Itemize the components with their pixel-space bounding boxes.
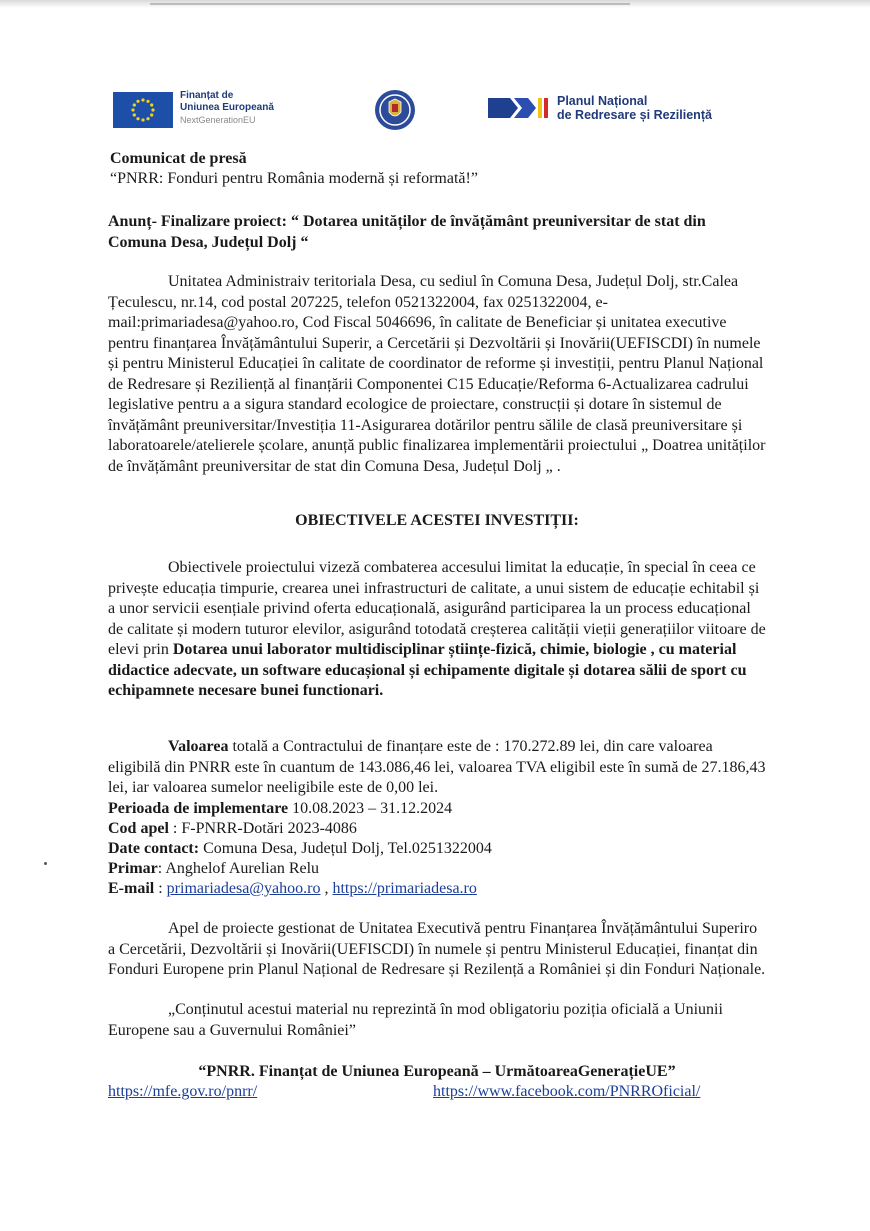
eu-line-3: NextGenerationEU: [180, 115, 256, 125]
footer-link-mfe[interactable]: https://mfe.gov.ro/pnrr/: [108, 1083, 258, 1100]
email-label: E-mail: [108, 880, 155, 897]
period-line: [108, 799, 766, 820]
eu-flag-icon: [113, 92, 173, 128]
logo-bar: [0, 88, 870, 128]
contact-line: [108, 839, 766, 860]
mayor-label: Primar: [108, 860, 158, 877]
financial-paragraph: [108, 737, 766, 799]
call-code-line: [108, 819, 766, 840]
pnrr-line-2: de Redresare și Reziliență: [557, 108, 712, 122]
call-code-value: : F-PNRR-Dotări 2023-4086: [168, 820, 357, 837]
period-label: Perioada de implementare: [108, 800, 289, 817]
email-link[interactable]: primariadesa@yahoo.ro: [166, 880, 321, 897]
footer-slogan: “PNRR. Finanțat de Uniunea Europeană – UrmătoareaGenerațieUE”: [198, 1063, 676, 1080]
pnrr-title: [557, 94, 712, 122]
footer-link-facebook[interactable]: https://www.facebook.com/PNRROficial/: [433, 1083, 701, 1100]
email-comma: ,: [320, 880, 333, 897]
financial-text: totală a Contractului de finanțare este de : 170.272.89 lei, din care valoarea eligibilă din PNRR este în cuantum de 143.086,46 lei, valoarea TVA eligibil este în sumă de 27.186,43 lei, iar valoarea sumelor neeligibile este de 0,00 lei.: [108, 738, 766, 796]
objectives-bold-text: Dotarea unui laborator multidisciplinar științe-fizică, chimie, biologie , cu material didactice adecvate, un software educașional și echipamente digitale și dotarea sălii de sport cu echipamnete necesare bunei functionari.: [108, 641, 747, 699]
eu-line-2: Uniunea Europeană: [180, 102, 274, 113]
objectives-text: Obiectivele proiectului vizeză combaterea accesului limitat la educație, în special în ceea ce privește educația timpurie, crearea unei infrastructuri de calitate, a unui sistem de educație echitabil și a unor servicii esențiale privind oferta educațională, asigurând participarea la un process educațional de calitate și modern tuturor elevilor, asigurând totodată creșterea calității vieții generațiilor viitoare de elevi prin: [108, 559, 766, 658]
objectives-heading: OBIECTIVELE ACESTEI INVESTIȚII:: [295, 512, 579, 529]
objectives-paragraph: [108, 558, 766, 702]
eu-funding-text: [180, 90, 274, 126]
pnrr-line-1: Planul Național: [557, 94, 648, 108]
eu-line-1: Finanțat de: [180, 90, 234, 101]
disclaimer: „Conținutul acestui material nu reprezintă în mod obligatoriu poziția oficială a Uniunii Europene sau a Guvernului României”: [108, 1001, 723, 1039]
pnrr-logo-icon: [488, 94, 550, 122]
call-paragraph: Apel de proiecte gestionat de Unitatea Executivă pentru Finanțarea Învățământului Superiro a Cercetării, Dezvoltării și Inovării(UEFISCDI) în numele și pentru Ministerul Educației, finanțat din Fonduri Europene prin Planul Național de Redresare și Rezilență a României și din Fonduri Naționale.: [108, 920, 766, 978]
intro-paragraph: Unitatea Administraiv teritoriala Desa, cu sediul în Comuna Desa, Județul Dolj, str.Calea Țeculescu, nr.14, cod postal 207225, telefon 0521322004, fax 0251322004, e-mail:primariadesa@yahoo.ro, Cod Fiscal 5046696, în calitate de Beneficiar și unitatea executive pentru finanțarea Învățământului Superir, a Cercetării și Dezvoltării și Inovării(UEFISCDI) în numele și pentru Ministerul Educației în calitate de coordinator de reforme și investiții, pentru Planul Național de Redresare și Reziliență al finanțării Componentei C15 Educație/Reforma 6-Actualizarea cadrului legislative pentru a a sigura standard ecologice de proiectare, construcții și dotare în sistemul de învățământ preuniversitar/Investiția 11-Asigurarea dotărilor pentru sălile de clasă preuniversitare și laboratoarele/atelierele școlare, anunță public finalizarea implementării proiectului „ Doatrea unităților de învățământ preuniversitar de stat din Comuna Desa, Județul Dolj „ .: [108, 273, 766, 475]
press-release-label: Comunicat de presă: [110, 150, 247, 167]
scan-speck: [44, 862, 47, 865]
contact-value: Comuna Desa, Județul Dolj, Tel.0251322004: [199, 840, 492, 857]
call-code-label: Cod apel: [108, 820, 169, 837]
period-value: 10.08.2023 – 31.12.2024: [288, 800, 453, 817]
contact-label: Date contact:: [108, 840, 200, 857]
email-separator: :: [154, 880, 167, 897]
scan-artifact: [150, 3, 630, 5]
government-seal-icon: [369, 88, 421, 132]
mayor-value: : Anghelof Aurelian Relu: [157, 860, 320, 877]
email-line: [108, 879, 766, 900]
press-release-slogan: “PNRR: Fonduri pentru România modernă și reformată!”: [110, 170, 478, 187]
mayor-line: [108, 859, 766, 880]
financial-label: Valoarea: [168, 738, 229, 755]
announcement-title: Anunț- Finalizare proiect: “ Dotarea unităților de învățământ preuniversitar de stat din Comuna Desa, Județul Dolj “: [108, 213, 706, 251]
website-link[interactable]: https://primariadesa.ro: [332, 880, 477, 897]
